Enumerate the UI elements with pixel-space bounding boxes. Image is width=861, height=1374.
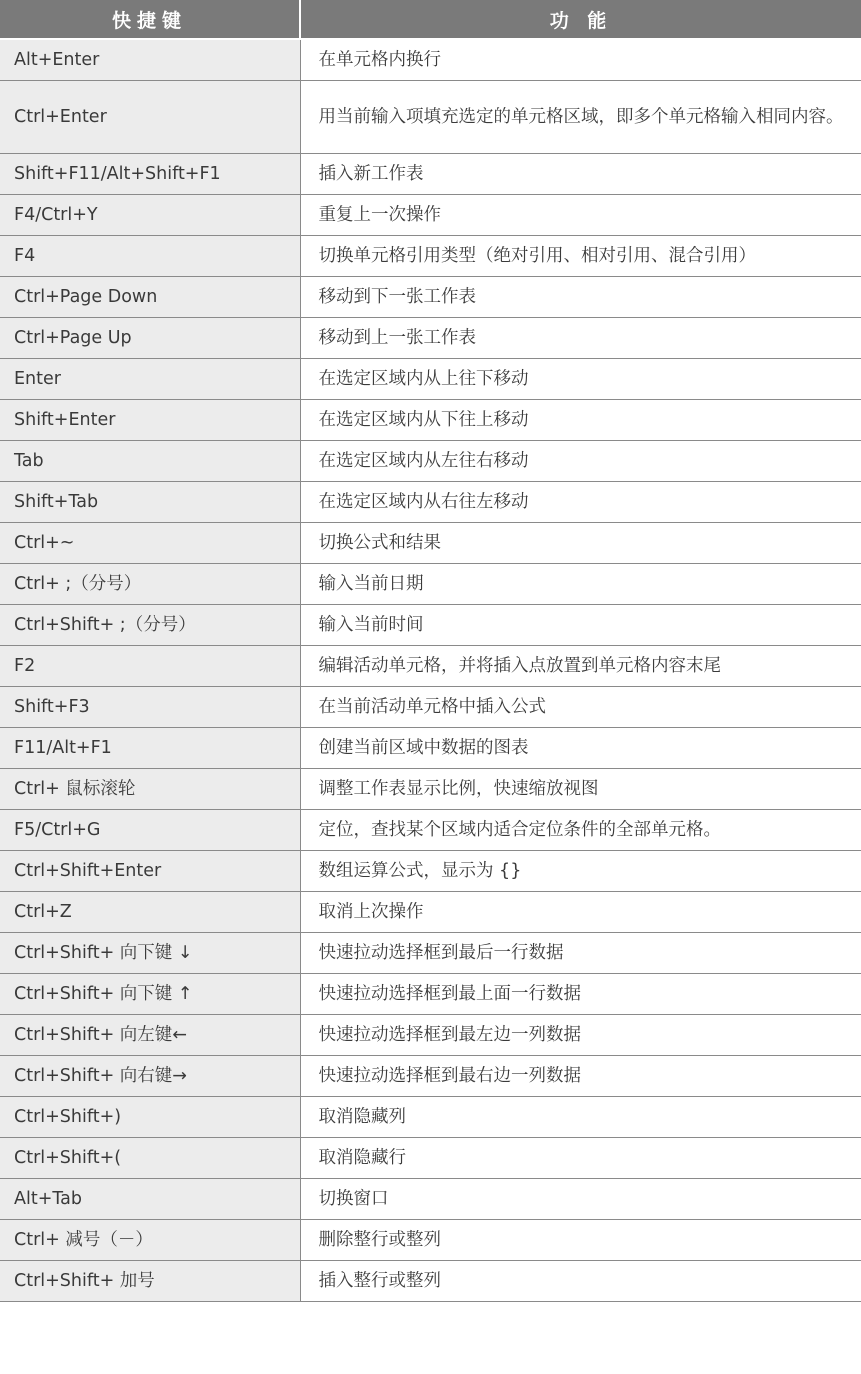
function-description-cell: 在单元格内换行 [300, 39, 861, 81]
function-description-cell: 在选定区域内从下往上移动 [300, 400, 861, 441]
table-row [0, 1220, 861, 1261]
function-description-cell: 快速拉动选择框到最右边一列数据 [300, 1056, 861, 1097]
shortcut-key-cell: F4/Ctrl+Y [0, 195, 300, 236]
table-row [0, 81, 861, 154]
table-row [0, 441, 861, 482]
table-row [0, 728, 861, 769]
shortcut-key-cell: F5/Ctrl+G [0, 810, 300, 851]
table-row [0, 605, 861, 646]
table-row [0, 39, 861, 81]
function-description-cell: 在选定区域内从右往左移动 [300, 482, 861, 523]
table-row [0, 1179, 861, 1220]
shortcut-key-cell: Ctrl+Z [0, 892, 300, 933]
function-description-cell: 插入整行或整列 [300, 1261, 861, 1302]
table-row [0, 195, 861, 236]
table-row [0, 769, 861, 810]
function-description-cell: 移动到上一张工作表 [300, 318, 861, 359]
shortcut-key-cell: F11/Alt+F1 [0, 728, 300, 769]
function-description-cell: 定位，查找某个区域内适合定位条件的全部单元格。 [300, 810, 861, 851]
table-row [0, 1097, 861, 1138]
table-row [0, 1015, 861, 1056]
function-description-cell: 重复上一次操作 [300, 195, 861, 236]
shortcut-key-cell: Ctrl+Shift+ 向下键 ↑ [0, 974, 300, 1015]
shortcut-key-cell: Ctrl+Page Up [0, 318, 300, 359]
shortcut-key-cell: Ctrl+ 减号（－） [0, 1220, 300, 1261]
shortcut-key-cell: Shift+Tab [0, 482, 300, 523]
shortcut-key-cell: Shift+F3 [0, 687, 300, 728]
table-row [0, 687, 861, 728]
function-description-cell: 插入新工作表 [300, 154, 861, 195]
shortcut-key-cell: Ctrl+Page Down [0, 277, 300, 318]
shortcut-key-cell: Ctrl+Shift+( [0, 1138, 300, 1179]
function-description-cell: 创建当前区域中数据的图表 [300, 728, 861, 769]
shortcut-key-cell: Ctrl+Shift+Enter [0, 851, 300, 892]
function-description-cell: 快速拉动选择框到最后一行数据 [300, 933, 861, 974]
shortcut-key-cell: Ctrl+Enter [0, 81, 300, 154]
shortcut-key-cell: F4 [0, 236, 300, 277]
function-description-cell: 用当前输入项填充选定的单元格区域，即多个单元格输入相同内容。 [300, 81, 861, 154]
shortcut-key-cell: Ctrl+Shift+ 向下键 ↓ [0, 933, 300, 974]
function-description-cell: 切换公式和结果 [300, 523, 861, 564]
table-row [0, 810, 861, 851]
function-description-cell: 取消上次操作 [300, 892, 861, 933]
table-row [0, 318, 861, 359]
table-row [0, 892, 861, 933]
shortcut-key-cell: Ctrl+Shift+ 向右键→ [0, 1056, 300, 1097]
shortcut-key-cell: Ctrl+ 鼠标滚轮 [0, 769, 300, 810]
table-row [0, 482, 861, 523]
function-description-cell: 移动到下一张工作表 [300, 277, 861, 318]
function-description-cell: 切换单元格引用类型（绝对引用、相对引用、混合引用） [300, 236, 861, 277]
function-description-cell: 编辑活动单元格，并将插入点放置到单元格内容末尾 [300, 646, 861, 687]
shortcut-key-cell: Ctrl+ ;（分号） [0, 564, 300, 605]
table-row [0, 1261, 861, 1302]
table-row [0, 154, 861, 195]
table-row [0, 359, 861, 400]
shortcut-key-cell: Alt+Enter [0, 39, 300, 81]
table-row [0, 277, 861, 318]
column-header-shortcut: 快捷键 [0, 0, 300, 39]
shortcut-key-cell: Alt+Tab [0, 1179, 300, 1220]
function-description-cell: 切换窗口 [300, 1179, 861, 1220]
table-row [0, 400, 861, 441]
column-header-function: 功 能 [300, 0, 861, 39]
table-header-row [0, 0, 861, 39]
function-description-cell: 取消隐藏列 [300, 1097, 861, 1138]
table-row [0, 1138, 861, 1179]
shortcut-key-cell: Ctrl+Shift+ 加号 [0, 1261, 300, 1302]
function-description-cell: 数组运算公式，显示为 {} [300, 851, 861, 892]
function-description-cell: 输入当前日期 [300, 564, 861, 605]
function-description-cell: 快速拉动选择框到最上面一行数据 [300, 974, 861, 1015]
table-row [0, 933, 861, 974]
table-row [0, 1056, 861, 1097]
table-row [0, 236, 861, 277]
function-description-cell: 快速拉动选择框到最左边一列数据 [300, 1015, 861, 1056]
function-description-cell: 取消隐藏行 [300, 1138, 861, 1179]
shortcut-key-cell: F2 [0, 646, 300, 687]
shortcut-key-cell: Tab [0, 441, 300, 482]
function-description-cell: 删除整行或整列 [300, 1220, 861, 1261]
shortcut-key-cell: Enter [0, 359, 300, 400]
function-description-cell: 在选定区域内从上往下移动 [300, 359, 861, 400]
function-description-cell: 在当前活动单元格中插入公式 [300, 687, 861, 728]
shortcut-key-cell: Ctrl+~ [0, 523, 300, 564]
function-description-cell: 输入当前时间 [300, 605, 861, 646]
shortcut-key-cell: Ctrl+Shift+ 向左键← [0, 1015, 300, 1056]
function-description-cell: 在选定区域内从左往右移动 [300, 441, 861, 482]
shortcut-key-cell: Ctrl+Shift+ ;（分号） [0, 605, 300, 646]
table-row [0, 523, 861, 564]
table-row [0, 974, 861, 1015]
table-row [0, 851, 861, 892]
table-row [0, 646, 861, 687]
table-row [0, 564, 861, 605]
shortcut-key-cell: Shift+F11/Alt+Shift+F1 [0, 154, 300, 195]
shortcut-key-cell: Ctrl+Shift+) [0, 1097, 300, 1138]
function-description-cell: 调整工作表显示比例，快速缩放视图 [300, 769, 861, 810]
shortcut-key-cell: Shift+Enter [0, 400, 300, 441]
